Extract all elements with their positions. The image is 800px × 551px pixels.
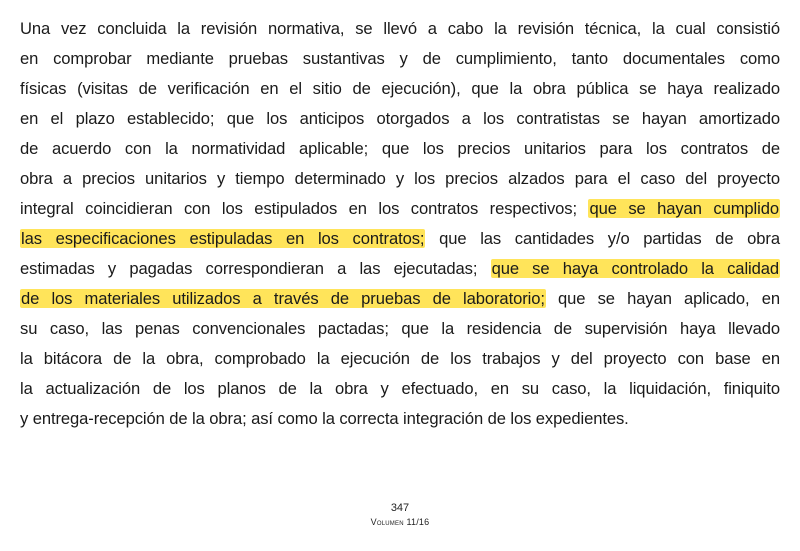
line-text: obra a precios unitarios y tiempo determinado y los precios alzados para el caso del proyecto (20, 169, 780, 188)
line-text: en el plazo establecido; que los anticipos otorgados a los contratistas se hayan amortizado (20, 109, 780, 128)
body-paragraph (20, 14, 780, 434)
highlighted-text: las especificaciones estipuladas en los contratos; (21, 229, 425, 248)
paragraph-line (20, 404, 780, 434)
line-text: la actualización de los planos de la obra y efectuado, en su caso, la liquidación, finiquito (20, 379, 780, 398)
line-text: de acuerdo con la normatividad aplicable; que los precios unitarios para los contratos de (20, 139, 780, 158)
line-text: que las cantidades y/o partidas de obra (425, 229, 780, 248)
paragraph-line (20, 284, 780, 314)
line-text: y entrega-recepción de la obra; así como la correcta integración de los expedientes. (20, 409, 629, 428)
paragraph-line (20, 14, 780, 44)
highlighted-text: de los materiales utilizados a través de pruebas de laboratorio; (21, 289, 545, 308)
line-text: en comprobar mediante pruebas sustantivas y de cumplimiento, tanto documentales como (20, 49, 780, 68)
paragraph-line (20, 104, 780, 134)
line-text: estimadas y pagadas correspondieran a las ejecutadas; (20, 259, 491, 278)
line-text: Una vez concluida la revisión normativa, se llevó a cabo la revisión técnica, la cual consistió (20, 19, 780, 38)
paragraph-line (20, 44, 780, 74)
paragraph-line (20, 134, 780, 164)
paragraph-line (20, 194, 780, 224)
paragraph-line (20, 344, 780, 374)
highlighted-text: que se haya controlado la calidad (491, 259, 779, 278)
volume-label: Volumen 11/16 (370, 517, 430, 527)
line-text: integral coincidieran con los estipulados en los contratos respectivos; (20, 199, 589, 218)
line-text: su caso, las penas convencionales pactadas; que la residencia de supervisión haya llevado (20, 319, 780, 338)
line-text: físicas (visitas de verificación en el sitio de ejecución), que la obra pública se haya realizado (20, 79, 780, 98)
line-text: la bitácora de la obra, comprobado la ejecución de los trabajos y del proyecto con base en (20, 349, 780, 368)
paragraph-line (20, 254, 780, 284)
paragraph-line (20, 314, 780, 344)
paragraph-line (20, 164, 780, 194)
highlighted-text: que se hayan cumplido (589, 199, 779, 218)
paragraph-line (20, 224, 780, 254)
paragraph-line (20, 374, 780, 404)
line-text: que se hayan aplicado, en (545, 289, 780, 308)
page-number: 347 (390, 502, 410, 514)
paragraph-line (20, 74, 780, 104)
